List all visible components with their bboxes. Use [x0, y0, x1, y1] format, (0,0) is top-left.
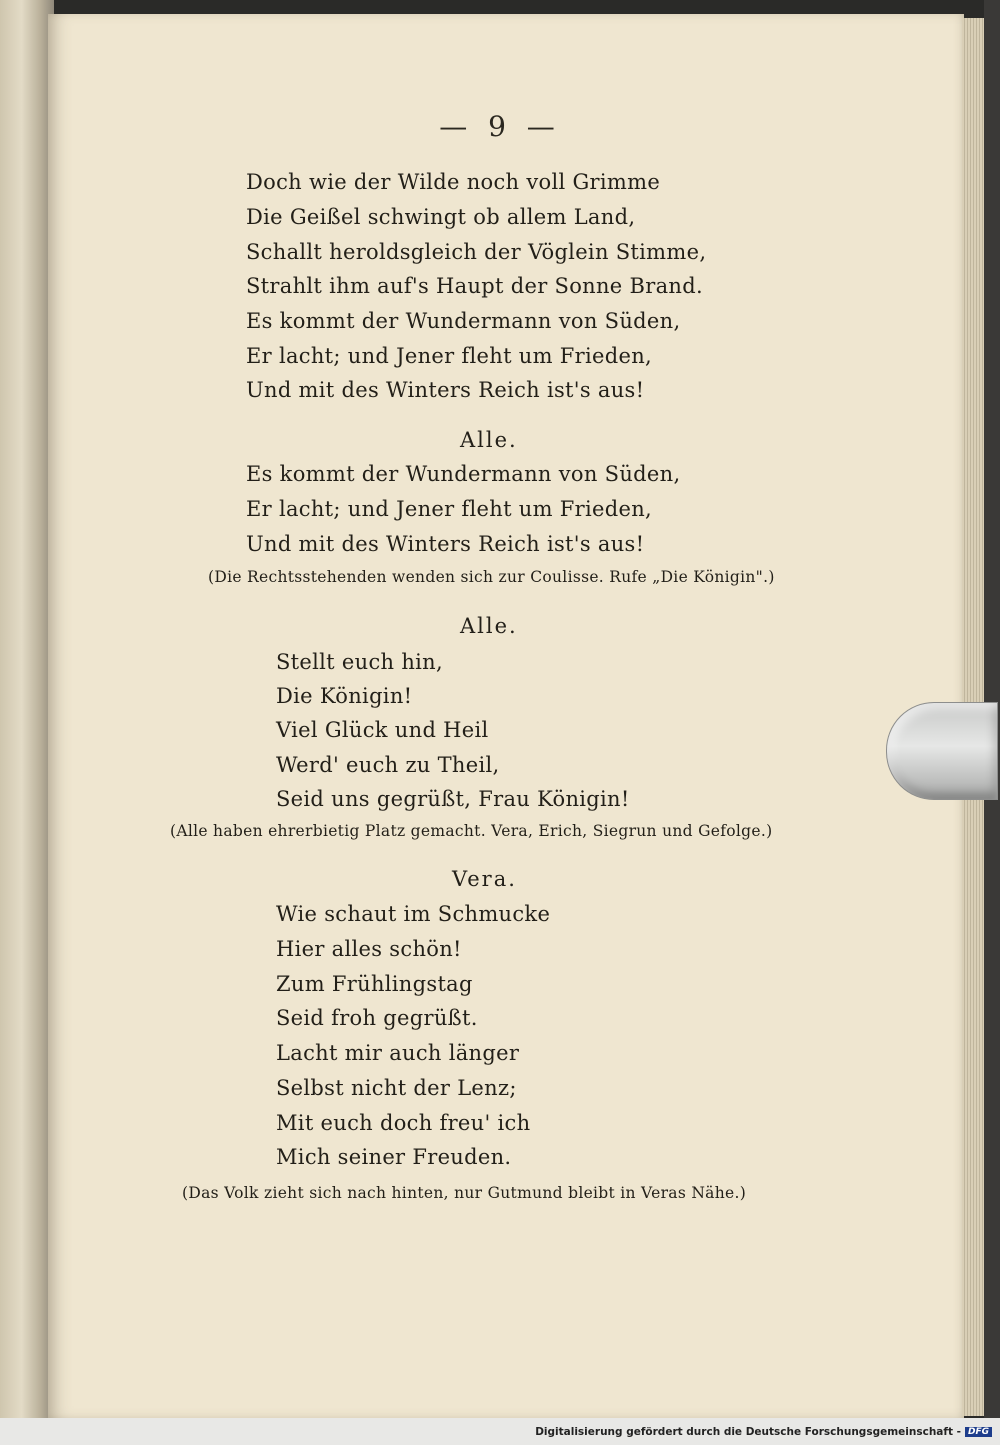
verse-line: Die Königin! [276, 684, 413, 708]
verse-line: Werd' euch zu Theil, [276, 753, 500, 777]
verse-line: Er lacht; und Jener fleht um Frieden, [246, 497, 653, 521]
verse-line: Die Geißel schwingt ob allem Land, [246, 205, 636, 229]
verse-line: Selbst nicht der Lenz; [276, 1076, 517, 1100]
speaker-name: Alle. [460, 428, 518, 452]
verse-line: Seid froh gegrüßt. [276, 1006, 478, 1030]
left-binding-edge [0, 0, 54, 1445]
stage-direction: (Alle haben ehrerbietig Platz gemacht. Vera, Erich, Siegrun und Gefolge.) [170, 822, 773, 840]
verse-line: Lacht mir auch länger [276, 1041, 520, 1065]
verse-line: Mit euch doch freu' ich [276, 1111, 531, 1135]
verse-line: Wie schaut im Schmucke [276, 902, 551, 926]
verse-line: Er lacht; und Jener fleht um Frieden, [246, 344, 653, 368]
verse-line: Es kommt der Wundermann von Süden, [246, 309, 681, 333]
dfg-logo: DFG [965, 1427, 992, 1437]
speaker-name: Alle. [460, 614, 518, 638]
verse-line: Schallt heroldsgleich der Vöglein Stimme, [246, 240, 707, 264]
verse-line: Mich seiner Freuden. [276, 1145, 512, 1169]
stage-direction: (Die Rechtsstehenden wenden sich zur Coulisse. Rufe „Die Königin".) [208, 568, 775, 586]
page-number: — 9 — [439, 110, 561, 143]
verse-line: Es kommt der Wundermann von Süden, [246, 462, 681, 486]
verse-line: Seid uns gegrüßt, Frau Königin! [276, 787, 630, 811]
verse-line: Und mit des Winters Reich ist's aus! [246, 532, 645, 556]
verse-line: Zum Frühlingstag [276, 972, 473, 996]
digitization-credit [535, 1426, 992, 1438]
verse-line: Und mit des Winters Reich ist's aus! [246, 378, 645, 402]
verse-line: Strahlt ihm auf's Haupt der Sonne Brand. [246, 274, 703, 298]
page-clip [886, 702, 998, 800]
verse-line: Doch wie der Wilde noch voll Grimme [246, 170, 661, 194]
speaker-name: Vera. [452, 867, 517, 891]
verse-line: Stellt euch hin, [276, 650, 443, 674]
stage-direction: (Das Volk zieht sich nach hinten, nur Gutmund bleibt in Veras Nähe.) [182, 1184, 747, 1202]
verse-line: Viel Glück und Heil [276, 718, 489, 742]
credit-text: Digitalisierung gefördert durch die Deutsche Forschungsgemeinschaft - [535, 1426, 961, 1438]
verse-line: Hier alles schön! [276, 937, 462, 961]
